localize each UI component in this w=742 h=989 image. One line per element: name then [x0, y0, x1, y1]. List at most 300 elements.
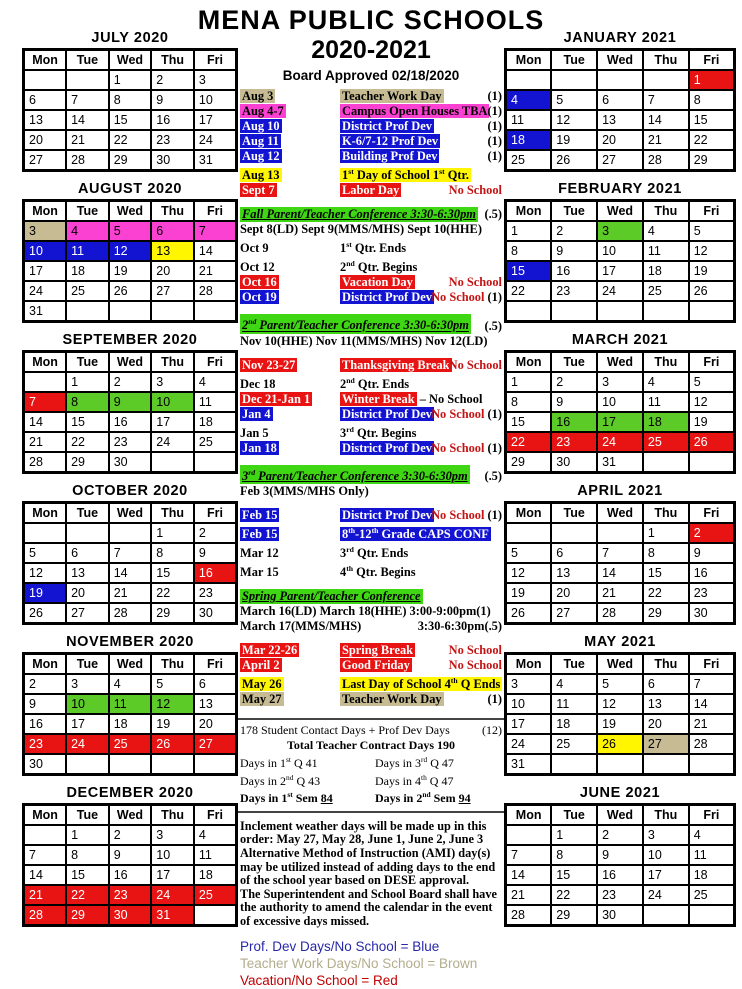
week-row [24, 281, 237, 301]
note-text [484, 89, 502, 104]
day-cell: 20 [597, 130, 643, 150]
weekday-header: Fri [689, 805, 735, 826]
day-cell: 24 [643, 885, 689, 905]
semester-days: Days in 1st Sem 84 [240, 790, 333, 806]
note-segment: (1) [487, 692, 502, 707]
day-cell [151, 301, 194, 322]
day-cell: 21 [194, 261, 237, 281]
day-cell: 24 [506, 734, 552, 754]
event-section [240, 508, 502, 580]
day-cell: 11 [643, 241, 689, 261]
week-row [24, 845, 237, 865]
event-row [240, 561, 502, 580]
day-cell: 17 [151, 865, 194, 885]
day-cell: 2 [194, 523, 237, 543]
day-cell: 25 [551, 734, 597, 754]
weekday-header: Mon [24, 201, 67, 222]
week-row [24, 150, 237, 171]
day-cell: 18 [194, 412, 237, 432]
note-segment: (.5) [484, 468, 502, 483]
day-cell: 26 [151, 734, 194, 754]
weekday-header: Thu [151, 805, 194, 826]
day-cell: 13 [194, 694, 237, 714]
day-cell: 12 [506, 563, 552, 583]
month-title: DECEMBER 2020 [66, 785, 194, 801]
day-cell [597, 754, 643, 775]
event-row [240, 358, 502, 373]
calendar-august-2020 [22, 181, 238, 323]
day-cell: 15 [151, 563, 194, 583]
day-cell: 19 [24, 583, 67, 603]
event-row [240, 658, 502, 673]
event-name-text: Labor Day [342, 183, 400, 198]
event-name-text: Vacation Day [342, 275, 413, 290]
day-cell: 15 [66, 865, 109, 885]
event-date-text: Dec 18 [240, 376, 276, 391]
event-row [240, 275, 502, 290]
day-cell: 26 [597, 734, 643, 754]
day-cell: 10 [597, 241, 643, 261]
day-cell: 7 [66, 90, 109, 110]
week-row [24, 261, 237, 281]
event-date-text: Mar 22-26 [242, 643, 298, 658]
day-cell: 7 [506, 845, 552, 865]
event-row [240, 104, 502, 119]
day-cell: 26 [689, 281, 735, 301]
event-row [240, 643, 502, 658]
day-cell: 30 [689, 603, 735, 624]
day-cell: 6 [24, 90, 67, 110]
day-cell: 11 [551, 694, 597, 714]
week-row [506, 221, 735, 241]
day-cell: 15 [66, 412, 109, 432]
note-segment: No School [431, 290, 488, 305]
weekday-header: Thu [643, 503, 689, 524]
month-table [22, 350, 238, 474]
day-cell: 9 [24, 694, 67, 714]
week-row [506, 392, 735, 412]
day-cell: 19 [689, 261, 735, 281]
day-cell [24, 372, 67, 392]
day-cell: 17 [506, 714, 552, 734]
week-row [24, 754, 237, 775]
event-row [240, 119, 502, 134]
day-cell: 1 [551, 825, 597, 845]
month-table [504, 501, 736, 625]
conference-header: Fall Parent/Teacher Conference 3:30-6:30pm [242, 207, 476, 222]
event-name-text: K-6/7-12 Prof Dev [342, 134, 439, 148]
event-date [240, 149, 340, 164]
event-name [340, 406, 432, 422]
weekday-header: Fri [689, 352, 735, 373]
event-row [240, 441, 502, 456]
day-cell: 18 [109, 714, 152, 734]
week-row [506, 583, 735, 603]
note-text [445, 658, 502, 673]
weather-note: Alternative Method of Instruction (AMI) day(s) may be utilized instead of adding days to the end of the school year based on DESE approval. [240, 846, 496, 888]
week-row [24, 734, 237, 754]
day-cell: 11 [506, 110, 552, 130]
month-table [504, 48, 736, 172]
calendar-january-2021 [504, 30, 736, 172]
month-table [22, 652, 238, 776]
day-cell: 4 [643, 372, 689, 392]
weekday-header: Fri [689, 201, 735, 222]
weekday-header: Fri [194, 503, 237, 524]
day-cell: 21 [506, 885, 552, 905]
month-title: JANUARY 2021 [563, 30, 677, 46]
quarter-days-grid [240, 753, 502, 806]
day-cell: 14 [689, 694, 735, 714]
day-cell: 18 [643, 261, 689, 281]
board-approved: Board Approved 02/18/2020 [282, 68, 460, 83]
event-date [240, 104, 340, 119]
day-cell: 27 [66, 603, 109, 624]
event-name-text: Teacher Work Day [342, 89, 442, 103]
week-row [506, 754, 735, 775]
month-title: NOVEMBER 2020 [66, 634, 194, 650]
day-cell: 30 [24, 754, 67, 775]
weekday-header: Tue [551, 654, 597, 675]
day-cell: 7 [24, 392, 67, 412]
event-date-text: May 26 [242, 677, 282, 692]
month-table [22, 501, 238, 625]
week-row [506, 130, 735, 150]
day-cell: 13 [551, 563, 597, 583]
day-cell: 27 [194, 734, 237, 754]
month-title: AUGUST 2020 [77, 181, 183, 197]
note-segment: (1) [487, 507, 502, 522]
weekday-header: Thu [643, 50, 689, 71]
week-row [506, 734, 735, 754]
day-cell: 17 [597, 412, 643, 432]
weekday-header-row [24, 201, 237, 222]
note-segment: No School [431, 406, 488, 421]
week-row [24, 563, 237, 583]
week-row [24, 110, 237, 130]
day-cell: 22 [506, 281, 552, 301]
day-cell: 4 [643, 221, 689, 241]
event-section [240, 207, 502, 305]
event-date-text: Oct 12 [240, 260, 275, 275]
day-cell: 24 [597, 432, 643, 452]
day-cell: 4 [506, 90, 552, 110]
day-cell: 10 [24, 241, 67, 261]
day-cell: 19 [597, 714, 643, 734]
day-cell: 29 [66, 452, 109, 473]
day-cell: 7 [597, 543, 643, 563]
month-title: FEBRUARY 2021 [558, 181, 682, 197]
day-cell: 3 [24, 221, 67, 241]
event-row [240, 237, 502, 256]
weekday-header-row [24, 805, 237, 826]
event-date-text: Aug 11 [242, 134, 279, 148]
event-date [240, 241, 340, 256]
day-cell: 3 [151, 372, 194, 392]
day-cell: 15 [506, 261, 552, 281]
month-title: MARCH 2021 [571, 332, 669, 348]
event-name [340, 237, 502, 256]
weekday-header: Fri [689, 503, 735, 524]
day-cell [194, 754, 237, 775]
day-cell: 3 [66, 674, 109, 694]
weekday-header-row [506, 352, 735, 373]
note-segment: No School [448, 183, 502, 198]
color-legend [240, 938, 502, 989]
weekday-header: Thu [151, 201, 194, 222]
day-cell: 16 [551, 261, 597, 281]
day-cell: 1 [506, 221, 552, 241]
day-cell: 29 [66, 905, 109, 926]
day-cell: 12 [24, 563, 67, 583]
week-row [506, 825, 735, 845]
day-cell: 23 [24, 734, 67, 754]
weekday-header: Wed [109, 50, 152, 71]
day-cell: 22 [66, 885, 109, 905]
note-text [480, 207, 502, 222]
day-cell: 7 [109, 543, 152, 563]
note-segment: (1) [487, 440, 502, 455]
weekday-header: Mon [24, 654, 67, 675]
day-cell: 19 [151, 714, 194, 734]
event-name-text: Campus Open Houses TBA [342, 104, 488, 118]
event-section [240, 314, 502, 348]
weekday-header: Wed [597, 805, 643, 826]
calendar-march-2021 [504, 332, 736, 474]
weekday-header: Wed [109, 503, 152, 524]
weekday-header: Tue [66, 503, 109, 524]
day-cell: 7 [194, 221, 237, 241]
day-cell: 1 [643, 523, 689, 543]
event-name [340, 673, 502, 692]
event-date [240, 658, 340, 673]
event-name-text: 3rd Qtr. Begins [340, 424, 417, 440]
event-row [240, 589, 502, 604]
event-date-text: Aug 4-7 [242, 104, 284, 118]
month-title: OCTOBER 2020 [72, 483, 188, 499]
weekday-header: Wed [597, 352, 643, 373]
note-text [445, 183, 502, 198]
event-row [240, 484, 502, 499]
day-cell: 25 [194, 432, 237, 452]
day-cell: 21 [689, 714, 735, 734]
event-name [340, 658, 445, 673]
month-table [22, 199, 238, 323]
week-row [24, 543, 237, 563]
day-cell: 11 [643, 392, 689, 412]
day-cell: 13 [66, 563, 109, 583]
event-name [340, 275, 445, 290]
week-row [24, 372, 237, 392]
event-date [240, 407, 340, 422]
week-row [24, 825, 237, 845]
day-cell [151, 452, 194, 473]
weekday-header: Tue [551, 50, 597, 71]
note-segment: (1) [487, 89, 502, 103]
day-cell: 23 [597, 885, 643, 905]
event-detail: Feb 3(MMS/MHS Only) [240, 483, 369, 498]
day-cell: 29 [689, 150, 735, 171]
note-text [445, 358, 502, 373]
event-date-text: Jan 4 [242, 406, 271, 421]
day-cell: 28 [109, 603, 152, 624]
day-cell: 23 [109, 885, 152, 905]
event-name [340, 523, 502, 542]
day-cell: 15 [551, 865, 597, 885]
weekday-header: Thu [151, 50, 194, 71]
event-date [240, 377, 340, 392]
event-name [340, 149, 484, 164]
event-row [240, 465, 502, 484]
contact-days-text: 178 Student Contact Days + Prof Dev Days [240, 723, 450, 738]
note-segment: (.5) [484, 318, 502, 333]
week-row [506, 905, 735, 926]
weekday-header: Fri [689, 654, 735, 675]
event-date-text: May 27 [242, 692, 282, 707]
day-cell: 8 [66, 845, 109, 865]
day-cell: 8 [66, 392, 109, 412]
calendar-november-2020 [22, 634, 238, 776]
weekday-header: Mon [24, 805, 67, 826]
month-table [504, 199, 736, 323]
day-cell: 28 [643, 150, 689, 171]
event-detail: March 16(LD) March 18(HHE) 3:00-9:00pm(1) [240, 604, 491, 619]
day-cell: 11 [109, 694, 152, 714]
day-cell: 11 [194, 845, 237, 865]
day-cell: 14 [109, 563, 152, 583]
note-segment: No School [448, 275, 502, 290]
event-name-text: 2nd Qtr. Begins [340, 259, 418, 275]
event-name-text: Good Friday [342, 658, 410, 673]
day-cell: 9 [109, 392, 152, 412]
calendar-december-2020 [22, 785, 238, 927]
event-date-text: Nov 23-27 [242, 357, 296, 372]
event-date [240, 643, 340, 658]
week-row [24, 674, 237, 694]
event-name [340, 119, 484, 134]
week-row [506, 412, 735, 432]
day-cell: 25 [689, 885, 735, 905]
event-name [340, 89, 484, 104]
day-cell [597, 70, 643, 90]
day-cell: 2 [597, 825, 643, 845]
quarter-days: Days in 4th Q 47 [375, 772, 454, 788]
day-cell: 29 [551, 905, 597, 926]
event-name-text: 8th-12th Grade CAPS CONF [342, 525, 489, 541]
day-cell: 3 [597, 221, 643, 241]
event-name [340, 357, 450, 373]
weekday-header: Tue [551, 352, 597, 373]
left-calendar-column [22, 30, 238, 936]
weekday-header-row [24, 503, 237, 524]
day-cell: 18 [506, 130, 552, 150]
day-cell [506, 523, 552, 543]
event-date-text: Aug 13 [242, 168, 280, 183]
day-cell: 27 [24, 150, 67, 171]
day-cell: 31 [597, 452, 643, 473]
day-cell: 2 [24, 674, 67, 694]
day-cell: 27 [551, 603, 597, 624]
conference-header: Spring Parent/Teacher Conference [242, 589, 421, 604]
day-cell: 16 [194, 563, 237, 583]
day-cell: 12 [151, 694, 194, 714]
day-cell: 3 [597, 372, 643, 392]
weekday-header: Wed [109, 805, 152, 826]
contact-days-count: (12) [482, 723, 502, 738]
event-name-text: Last Day of School 4th Q Ends [342, 676, 501, 692]
note-segment: (1) [487, 149, 502, 163]
weather-note: Inclement weather days will be made up in this order: May 27, May 28, June 1, June 2, June 3 [240, 818, 487, 847]
week-row [506, 301, 735, 322]
weekday-header: Mon [506, 654, 552, 675]
week-row [24, 452, 237, 473]
note-text [484, 119, 502, 134]
month-title: MAY 2021 [584, 634, 656, 650]
weekday-header-row [506, 805, 735, 826]
month-table [504, 652, 736, 776]
weekday-header: Mon [24, 50, 67, 71]
day-cell: 5 [689, 372, 735, 392]
event-section [240, 358, 502, 456]
day-cell: 5 [151, 674, 194, 694]
day-cell [66, 754, 109, 775]
event-name-text: 1st Day of School 1st Qtr. [342, 167, 469, 183]
event-name-text: 4th Qtr. Begins [340, 564, 416, 580]
day-cell: 25 [643, 432, 689, 452]
event-date [240, 134, 340, 149]
day-cell: 22 [151, 583, 194, 603]
day-cell [551, 523, 597, 543]
week-row [506, 90, 735, 110]
day-cell [689, 754, 735, 775]
day-cell: 31 [194, 150, 237, 171]
conference-header: 2nd Parent/Teacher Conference 3:30-6:30pm [240, 314, 471, 333]
weekday-header: Tue [66, 352, 109, 373]
event-name-text: Building Prof Dev [342, 149, 438, 163]
day-cell: 7 [24, 845, 67, 865]
week-row [24, 694, 237, 714]
event-name [340, 290, 432, 305]
event-date-text: Mar 12 [240, 546, 279, 561]
weekday-header: Tue [551, 503, 597, 524]
day-cell: 4 [194, 372, 237, 392]
event-date-text: Mar 15 [240, 565, 279, 580]
weekday-header: Tue [66, 654, 109, 675]
day-cell [643, 70, 689, 90]
event-name [340, 164, 502, 183]
event-date [240, 260, 340, 275]
day-cell [506, 70, 552, 90]
day-cell: 17 [194, 110, 237, 130]
event-date [240, 89, 340, 104]
weekday-header: Thu [151, 352, 194, 373]
event-date-text: Aug 12 [242, 149, 280, 163]
event-date-text: April 2 [242, 658, 280, 673]
day-cell: 25 [109, 734, 152, 754]
weather-notes [240, 820, 502, 929]
day-cell: 12 [109, 241, 152, 261]
day-cell: 9 [194, 543, 237, 563]
event-row [240, 314, 502, 333]
conference-header: 3rd Parent/Teacher Conference 3:30-6:30pm [240, 465, 470, 484]
note-segment: (1) [487, 104, 502, 118]
event-detail: Nov 10(HHE) Nov 11(MMS/MHS) Nov 12(LD) [240, 333, 488, 348]
semester-days: Days in 2nd Sem 94 [375, 790, 471, 806]
note-text [445, 643, 502, 658]
school-name: MENA PUBLIC SCHOOLS [197, 5, 545, 35]
week-row [24, 432, 237, 452]
event-name-text: District Prof Dev [342, 406, 432, 421]
